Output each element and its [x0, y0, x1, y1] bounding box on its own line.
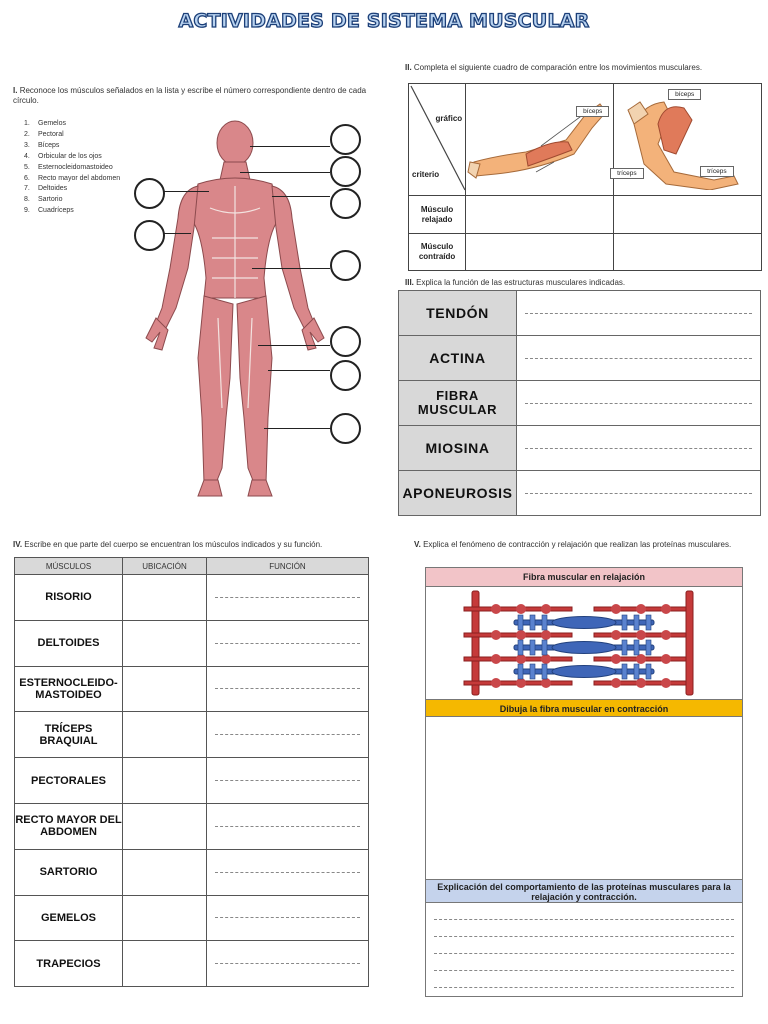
muscle-number: 4. [24, 152, 30, 160]
muscle-name-cell: TRAPECIOS [15, 941, 123, 987]
answer-line [215, 826, 360, 827]
structure-label: ACTINA [399, 336, 517, 381]
leader-line [272, 196, 330, 197]
structure-row [399, 471, 761, 516]
triceps-label-contracted: tríceps [700, 166, 734, 177]
structure-label: APONEUROSIS [399, 471, 517, 516]
structure-row [399, 291, 761, 336]
answer-line [215, 597, 360, 598]
explanation-band: Explicación del comportamiento de las proteínas musculares para la relajación y contracción. [426, 879, 742, 903]
structure-answer[interactable] [517, 381, 761, 426]
muscle-name: Esternocleidomastoideo [38, 163, 113, 171]
answer-line [215, 734, 360, 735]
muscle-name-cell: PECTORALES [15, 758, 123, 804]
structure-row [399, 426, 761, 471]
answer-circle[interactable] [134, 178, 165, 209]
header-function: FUNCIÓN [207, 558, 369, 575]
structure-row [399, 381, 761, 426]
muscle-row [15, 941, 369, 987]
muscle-row [15, 620, 369, 666]
answer-line[interactable] [434, 987, 734, 988]
contracted-muscle-row-label: Músculo contraído [409, 234, 466, 271]
answer-line[interactable] [434, 953, 734, 954]
location-cell[interactable] [123, 712, 207, 758]
section2-number: II. [405, 63, 412, 72]
function-cell[interactable] [207, 620, 369, 666]
answer-circle[interactable] [330, 250, 361, 281]
location-cell[interactable] [123, 803, 207, 849]
muscle-list-item [24, 195, 120, 206]
structure-label: TENDÓN [399, 291, 517, 336]
muscle-list [24, 119, 120, 217]
muscle-row [15, 849, 369, 895]
muscle-number: 2. [24, 130, 30, 138]
relaxed-arm-image [466, 84, 612, 190]
relaxed-answer-cell-1[interactable] [466, 196, 614, 234]
answer-line [215, 688, 360, 689]
muscle-name: Cuadríceps [38, 207, 74, 215]
answer-circle[interactable] [330, 124, 361, 155]
muscle-number: 7. [24, 185, 30, 193]
answer-line [215, 917, 360, 918]
relaxed-answer-cell-2[interactable] [614, 196, 762, 234]
answer-circle[interactable] [330, 413, 361, 444]
location-cell[interactable] [123, 941, 207, 987]
section2-instruction [405, 63, 765, 73]
section4-text: Escribe en que parte del cuerpo se encuentran los músculos indicados y su función. [24, 540, 323, 549]
muscle-name-cell: ESTERNOCLEIDO-MASTOIDEO [15, 666, 123, 712]
section5-number: V. [414, 540, 421, 549]
explanation-lines[interactable] [426, 903, 742, 988]
location-cell[interactable] [123, 895, 207, 941]
sarcomere-diagram [426, 587, 742, 699]
answer-circle[interactable] [134, 220, 165, 251]
criteria-header-cell [409, 84, 466, 196]
structure-row [399, 336, 761, 381]
function-cell[interactable] [207, 758, 369, 804]
leader-line [252, 268, 330, 269]
fiber-box [425, 567, 743, 997]
muscle-row [15, 758, 369, 804]
muscle-name: Deltoides [38, 185, 68, 193]
function-cell[interactable] [207, 849, 369, 895]
header-muscles: MÚSCULOS [15, 558, 123, 575]
answer-line[interactable] [434, 936, 734, 937]
muscle-list-item [24, 152, 120, 163]
muscle-name-cell: RISORIO [15, 575, 123, 621]
function-cell[interactable] [207, 803, 369, 849]
section5-text: Explica el fenómeno de contracción y relajación que realizan las proteínas musculares. [423, 540, 732, 549]
muscle-number: 1. [24, 120, 30, 127]
structure-label: MIOSINA [399, 426, 517, 471]
leader-line [264, 428, 330, 429]
leader-line [240, 172, 330, 173]
contracted-answer-cell-2[interactable] [614, 234, 762, 271]
location-cell[interactable] [123, 849, 207, 895]
answer-line [215, 780, 360, 781]
muscle-list-item [24, 141, 120, 152]
muscle-name: Sartorio [38, 196, 63, 204]
structure-answer[interactable] [517, 471, 761, 516]
section3-text: Explica la función de las estructuras musculares indicadas. [416, 278, 626, 287]
human-muscle-figure [140, 118, 330, 503]
muscle-name-cell: GEMELOS [15, 895, 123, 941]
contraction-band: Dibuja la fibra muscular en contracción [426, 699, 742, 717]
muscle-number: 6. [24, 174, 30, 182]
section3-number: III. [405, 278, 414, 287]
answer-circle[interactable] [330, 188, 361, 219]
triceps-label-relaxed: tríceps [610, 168, 644, 179]
leader-line [258, 345, 330, 346]
function-cell[interactable] [207, 941, 369, 987]
contracted-answer-cell-1[interactable] [466, 234, 614, 271]
leader-line [268, 370, 330, 371]
muscle-list-item [24, 206, 120, 217]
muscle-number: 3. [24, 141, 30, 149]
answer-line [215, 963, 360, 964]
muscles-table [14, 557, 369, 987]
muscle-list-item [24, 174, 120, 185]
answer-line[interactable] [434, 970, 734, 971]
answer-line [525, 403, 752, 404]
graphic-label: gráfico [435, 114, 463, 123]
answer-line [215, 643, 360, 644]
location-cell[interactable] [123, 666, 207, 712]
function-cell[interactable] [207, 895, 369, 941]
muscle-row [15, 666, 369, 712]
muscle-name-cell: RECTO MAYOR DEL ABDOMEN [15, 803, 123, 849]
section1-text: Reconoce los músculos señalados en la lista y escribe el número correspondiente dentro de cada círculo. [13, 86, 367, 105]
function-cell[interactable] [207, 712, 369, 758]
structure-label: FIBRA MUSCULAR [399, 381, 517, 426]
location-cell[interactable] [123, 620, 207, 666]
muscle-row [15, 712, 369, 758]
answer-line[interactable] [434, 919, 734, 920]
muscle-number: 9. [24, 207, 30, 215]
relaxed-muscle-row-label: Músculo relajado [409, 196, 466, 234]
leader-line [161, 191, 209, 192]
muscle-name-cell: DELTOIDES [15, 620, 123, 666]
answer-line [215, 872, 360, 873]
muscle-number: 8. [24, 196, 30, 204]
muscle-number: 5. [24, 163, 30, 171]
location-cell[interactable] [123, 575, 207, 621]
structure-answer[interactable] [517, 336, 761, 381]
muscle-name: Recto mayor del abdomen [38, 174, 121, 182]
header-location: UBICACIÓN [123, 558, 207, 575]
muscle-list-item [24, 119, 120, 130]
answer-line [525, 313, 752, 314]
function-cell[interactable] [207, 666, 369, 712]
section2-text: Completa el siguiente cuadro de comparación entre los movimientos musculares. [413, 63, 703, 72]
muscle-name: Orbicular de los ojos [38, 152, 102, 160]
contracted-arm-cell [614, 84, 762, 196]
leader-line [161, 233, 191, 234]
muscle-name: Gemelos [38, 120, 67, 127]
answer-line [525, 448, 752, 449]
structure-answer[interactable] [517, 291, 761, 336]
function-cell[interactable] [207, 575, 369, 621]
section3-instruction [405, 278, 765, 288]
structure-answer[interactable] [517, 426, 761, 471]
section5-instruction [414, 540, 734, 550]
comparison-table [408, 83, 762, 271]
leader-line [250, 146, 330, 147]
section4-number: IV. [13, 540, 23, 549]
biceps-label-contracted: bíceps [668, 89, 701, 100]
muscle-row [15, 803, 369, 849]
muscle-row [15, 575, 369, 621]
muscle-list-item [24, 130, 120, 141]
answer-line [525, 358, 752, 359]
answer-circle[interactable] [330, 360, 361, 391]
section1-number: I. [13, 86, 18, 95]
structures-table [398, 290, 761, 516]
location-cell[interactable] [123, 758, 207, 804]
muscle-name: Pectoral [38, 130, 64, 138]
section1-instruction [13, 86, 373, 106]
answer-circle[interactable] [330, 326, 361, 357]
muscle-list-item [24, 184, 120, 195]
answer-line [525, 493, 752, 494]
muscle-row [15, 895, 369, 941]
muscle-name-cell: TRÍCEPS BRAQUIAL [15, 712, 123, 758]
criteria-label: criterio [412, 170, 440, 179]
muscle-name-cell: SARTORIO [15, 849, 123, 895]
answer-circle[interactable] [330, 156, 361, 187]
muscle-list-item [24, 163, 120, 174]
section4-instruction [13, 540, 383, 550]
muscle-name: Bíceps [38, 141, 60, 149]
page-title: ACTIVIDADES DE SISTEMA MUSCULAR [178, 10, 590, 32]
relaxed-arm-cell [466, 84, 637, 196]
biceps-label-relaxed: bíceps [576, 106, 609, 117]
relaxed-fiber-band: Fibra muscular en relajación [426, 568, 742, 587]
drawing-area[interactable] [426, 717, 742, 879]
